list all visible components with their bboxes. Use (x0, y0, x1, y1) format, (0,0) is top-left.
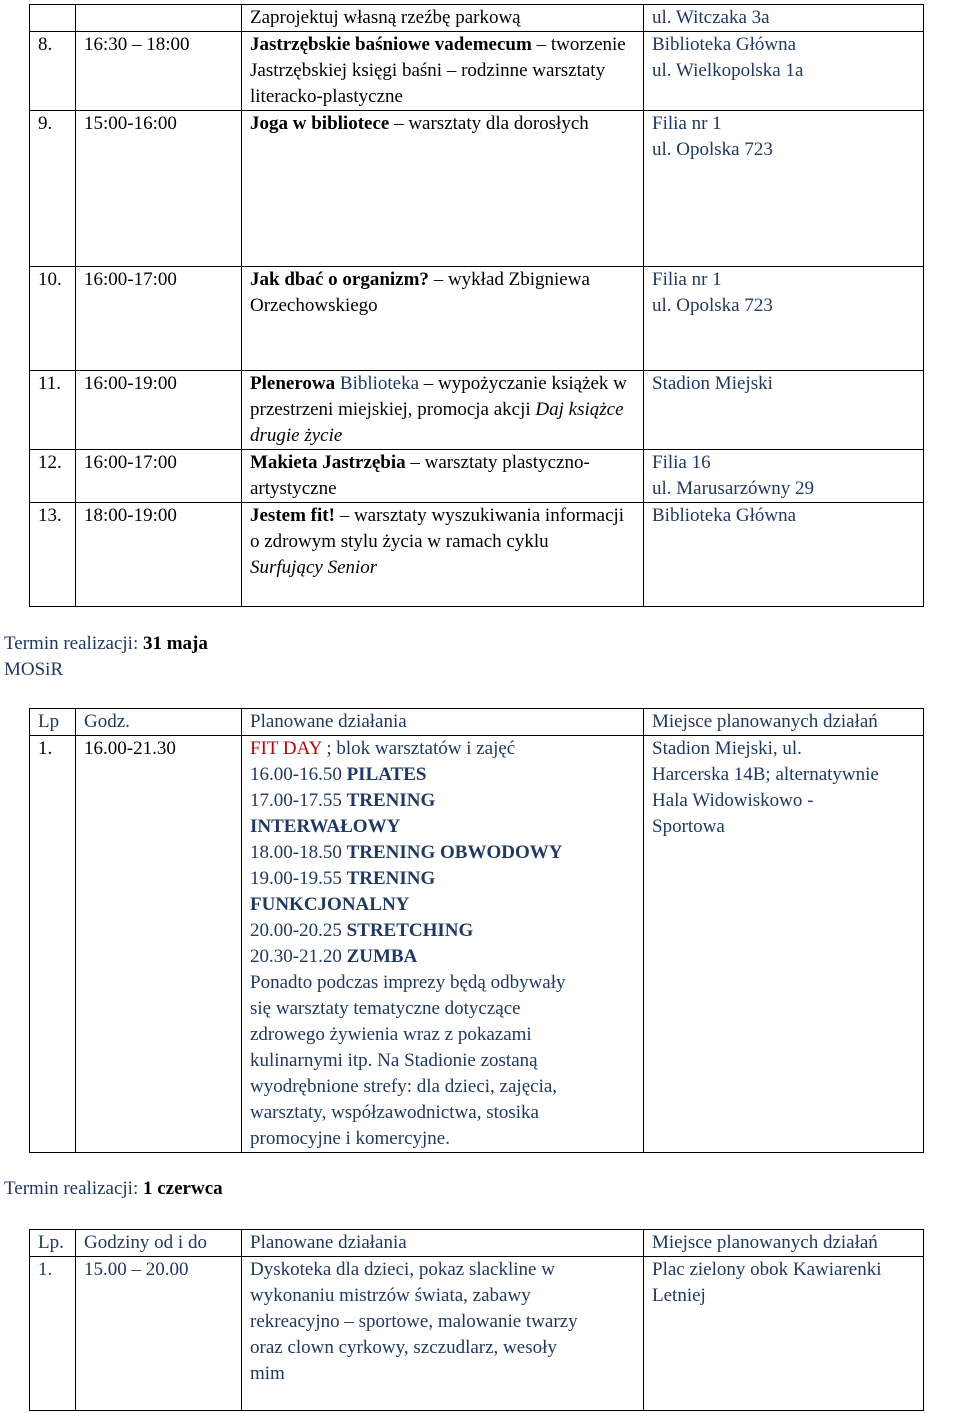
place-line: Sportowa (652, 816, 725, 837)
activity-cell (242, 371, 644, 450)
lp-cell: 1. (30, 736, 76, 1153)
activity-desc: – tworzenie Jastrzębskiej księgi baśni – rodzinne warsztaty literacko-plastyczne (250, 34, 626, 107)
activity-text: Zaprojektuj własną rzeźbę parkową (250, 7, 521, 28)
place-line: Letniej (652, 1285, 706, 1306)
place-cell (644, 32, 924, 111)
activity-cell (242, 450, 644, 503)
header-activity: Planowane działania (242, 1230, 644, 1257)
place-line: Hala Widowiskowo - (652, 790, 814, 811)
time-cell: 15:00-16:00 (76, 111, 242, 267)
extra-text-line: wyodrębnione strefy: dla dzieci, zajęcia, (250, 1076, 558, 1097)
time-cell: 16:00-17:00 (76, 450, 242, 503)
time-cell: 16:00-17:00 (76, 267, 242, 371)
table-row (30, 450, 924, 503)
table-row (30, 1257, 924, 1411)
fitday-title: FIT DAY (250, 738, 322, 759)
june-events-table (29, 1229, 924, 1411)
schedule-item: 16.00-16.50 PILATES (250, 764, 427, 785)
extra-text-line: zdrowego żywienia wraz z pokazami (250, 1024, 532, 1045)
cycle-name: Surfujący Senior (250, 557, 378, 578)
table-row (30, 5, 924, 32)
place-line: Plac zielony obok Kawiarenki (652, 1259, 882, 1280)
fitday-desc: ; blok warsztatów i zajęć (321, 738, 516, 759)
extra-text-line: się warsztaty tematyczne dotyczące (250, 998, 521, 1019)
header-lp: Lp. (30, 1230, 76, 1257)
lp-cell: 9. (30, 111, 76, 267)
place-name: Biblioteka Główna (652, 34, 797, 55)
section-caption-1-june (4, 1176, 223, 1202)
place-cell (644, 371, 924, 450)
place-line: Stadion Miejski, ul. (652, 738, 802, 759)
lp-cell: 1. (30, 1257, 76, 1411)
place-cell (644, 111, 924, 267)
time-cell: 16:00-19:00 (76, 371, 242, 450)
header-activity: Planowane działania (242, 709, 644, 736)
table-row (30, 111, 924, 267)
activity-cell (242, 32, 644, 111)
extra-text-line: promocyjne i komercyjne. (250, 1128, 450, 1149)
section-caption-31-may (4, 631, 208, 657)
lp-cell: 11. (30, 371, 76, 450)
activity-title-part: Biblioteka (339, 373, 420, 394)
place-address: ul. Wielkopolska 1a (652, 60, 804, 81)
schedule-item: FUNKCJONALNY (250, 894, 410, 915)
activity-line: wykonaniu mistrzów świata, zabawy (250, 1285, 531, 1306)
table-row (30, 32, 924, 111)
table-row (30, 371, 924, 450)
time-cell: 16:30 – 18:00 (76, 32, 242, 111)
lp-cell: 12. (30, 450, 76, 503)
activity-cell (242, 503, 644, 607)
place-line: Harcerska 14B; alternatywnie (652, 764, 879, 785)
activity-title: Jak dbać o organizm? (250, 269, 429, 290)
activity-title: Jastrzębskie baśniowe vademecum (250, 34, 532, 55)
lp-cell: 10. (30, 267, 76, 371)
place-cell (644, 503, 924, 607)
mosir-events-table (29, 708, 924, 1153)
header-time: Godziny od i do (76, 1230, 242, 1257)
campaign-name: Daj książce drugie życie (250, 399, 624, 446)
activity-desc-2: o zdrowym stylu życia w ramach cyklu (250, 531, 549, 552)
place-cell (644, 450, 924, 503)
extra-text-line: kulinarnymi itp. Na Stadionie zostaną (250, 1050, 538, 1071)
place-address: ul. Opolska 723 (652, 139, 773, 160)
activity-line: Dyskoteka dla dzieci, pokaz slackline w (250, 1259, 555, 1280)
caption-date: 1 czerwca (142, 1178, 223, 1199)
fitday-line (250, 736, 643, 762)
activity-line: mim (250, 1363, 285, 1384)
table-header-row (30, 709, 924, 736)
table-row (30, 503, 924, 607)
lp-cell: 8. (30, 32, 76, 111)
table-header-row (30, 1230, 924, 1257)
place-name: Biblioteka Główna (652, 505, 797, 526)
place-cell (644, 736, 924, 1153)
library-events-table (29, 4, 924, 607)
caption-label: Termin realizacji: (4, 1178, 143, 1199)
time-cell: 15.00 – 20.00 (76, 1257, 242, 1411)
activity-title: Joga w bibliotece (250, 113, 390, 134)
table-row (30, 736, 924, 1153)
table-row (30, 267, 924, 371)
place-name: Filia nr 1 (652, 269, 722, 290)
activity-title: Jestem fit! (250, 505, 335, 526)
activity-line: oraz clown cyrkowy, szczudlarz, wesoły (250, 1337, 557, 1358)
place-text: ul. Witczaka 3a (652, 7, 770, 28)
place-address: ul. Marusarzówny 29 (652, 478, 814, 499)
extra-text-line: warsztaty, współzawodnictwa, stosika (250, 1102, 539, 1123)
schedule-item: 20.00-20.25 STRETCHING (250, 920, 474, 941)
activity-desc: – warsztaty plastyczno-artystyczne (250, 452, 590, 499)
place-address: ul. Opolska 723 (652, 295, 773, 316)
header-place: Miejsce planowanych działań (644, 709, 924, 736)
place-cell (644, 5, 924, 32)
organizer-name: MOSiR (4, 659, 64, 680)
activity-desc: – warsztaty dla dorosłych (394, 113, 589, 134)
activity-cell (242, 111, 644, 267)
activity-title: Makieta Jastrzębia (250, 452, 406, 473)
caption-label: Termin realizacji: (4, 633, 143, 654)
place-cell (644, 1257, 924, 1411)
activity-desc: – warsztaty wyszukiwania informacji (339, 505, 625, 526)
extra-text-line: Ponadto podczas imprezy będą odbywały (250, 972, 566, 993)
header-time: Godz. (76, 709, 242, 736)
activity-cell (242, 1257, 644, 1411)
activity-title: Plenerowa (250, 373, 336, 394)
lp-cell (30, 5, 76, 32)
activity-line: rekreacyjno – sportowe, malowanie twarzy (250, 1311, 578, 1332)
header-place: Miejsce planowanych działań (644, 1230, 924, 1257)
time-cell: 16.00-21.30 (76, 736, 242, 1153)
caption-date: 31 maja (142, 633, 208, 654)
time-cell (76, 5, 242, 32)
header-lp: Lp (30, 709, 76, 736)
time-cell: 18:00-19:00 (76, 503, 242, 607)
activity-desc: – wykład Zbigniewa Orzechowskiego (250, 269, 590, 316)
activity-cell (242, 736, 644, 1153)
activity-cell (242, 5, 644, 32)
place-name: Stadion Miejski (652, 373, 773, 394)
schedule-item: 18.00-18.50 TRENING OBWODOWY (250, 842, 563, 863)
lp-cell: 13. (30, 503, 76, 607)
activity-cell (242, 267, 644, 371)
place-name: Filia nr 1 (652, 113, 722, 134)
schedule-item: 20.30-21.20 ZUMBA (250, 946, 418, 967)
schedule-item: 19.00-19.55 TRENING (250, 868, 436, 889)
place-name: Filia 16 (652, 452, 711, 473)
activity-desc: – wypożyczanie książek w przestrzeni miejskiej, promocja akcji (250, 373, 627, 420)
schedule-item: 17.00-17.55 TRENING (250, 790, 436, 811)
place-cell (644, 267, 924, 371)
schedule-item: INTERWAŁOWY (250, 816, 401, 837)
